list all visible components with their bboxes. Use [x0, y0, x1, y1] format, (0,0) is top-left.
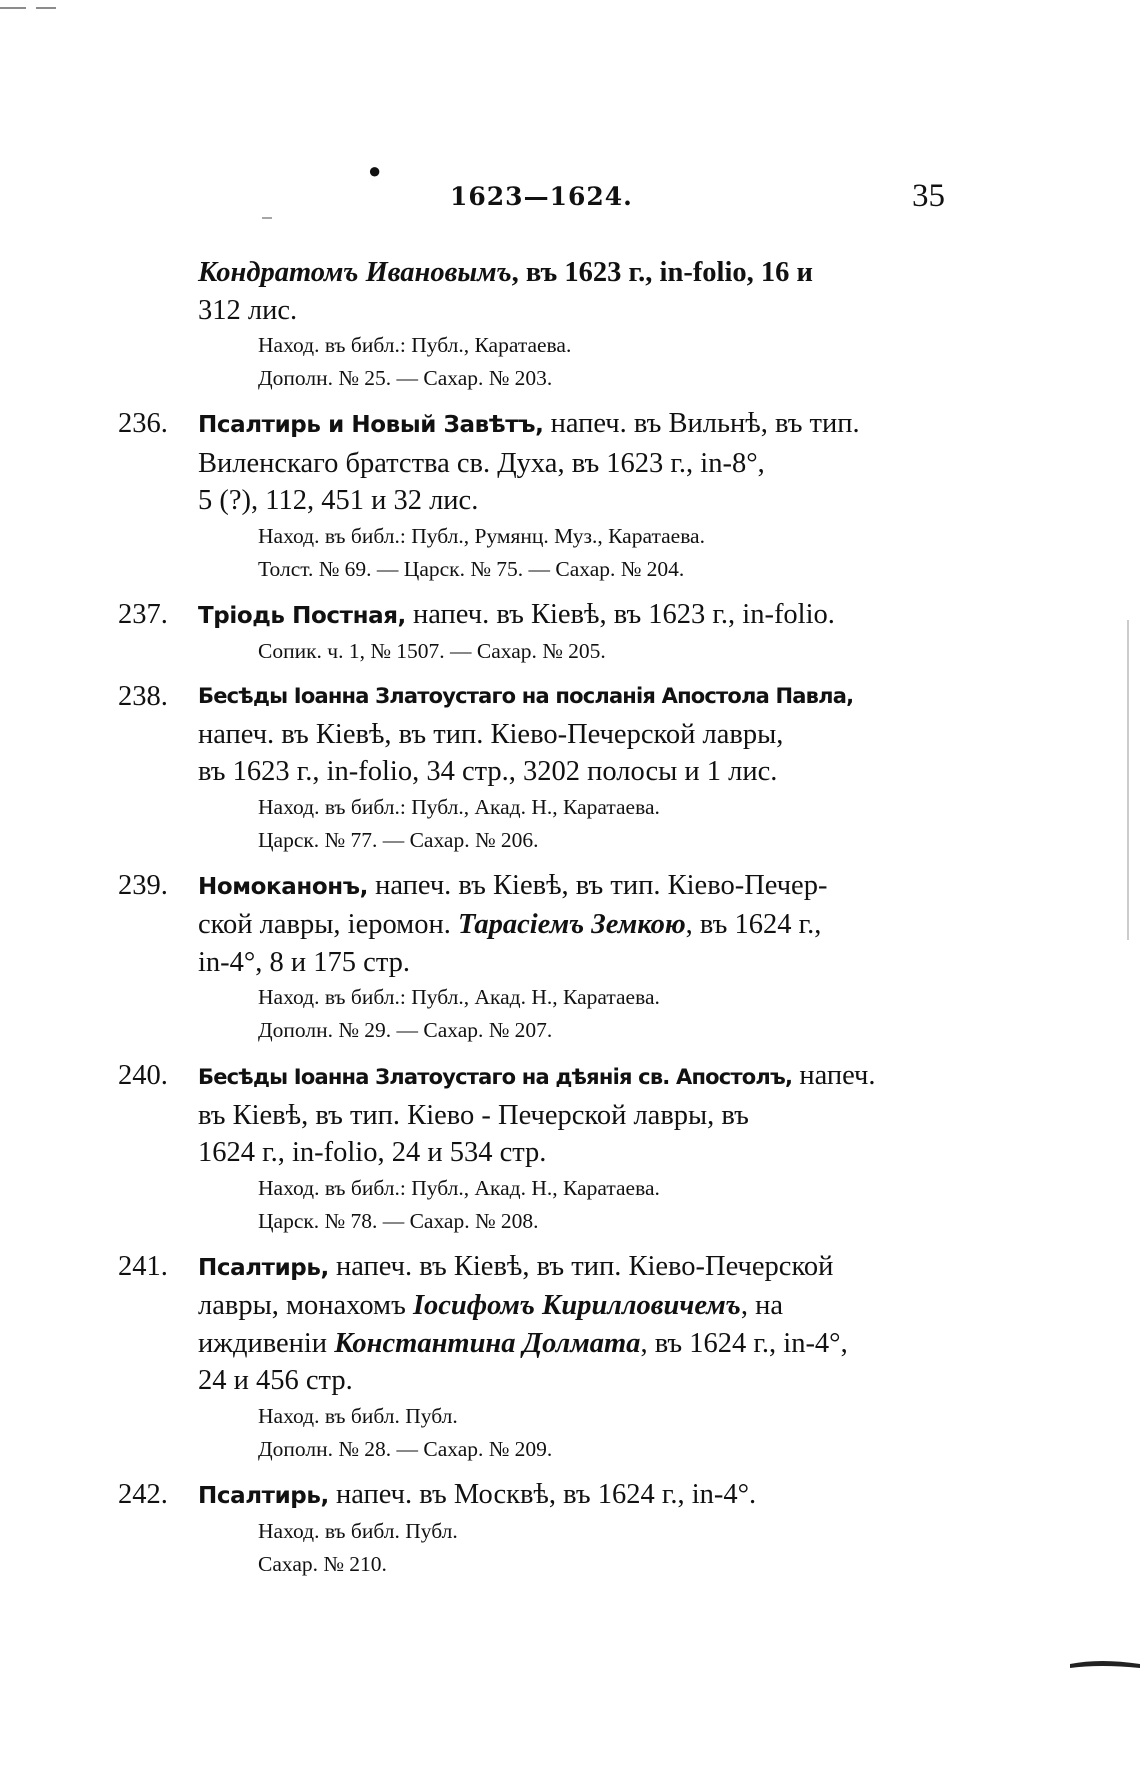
ink-dot: ● [368, 158, 382, 183]
text-line: 24 и 456 стр. [198, 1365, 353, 1396]
text-fragment: лавры, монахомъ [198, 1290, 413, 1321]
entry-number: 241. [118, 1250, 168, 1282]
entry-238 [118, 678, 958, 857]
references-note: Дополн. № 25. — Сахар. № 203. [258, 366, 553, 390]
holdings-note: Наход. въ библ.: Публ., Акад. Н., Каратаева. [258, 794, 660, 819]
text-line [118, 1325, 958, 1363]
author-name: Іосифомъ Кирилловичемъ [412, 1290, 741, 1321]
holdings-note: Наход. въ библ.: Публ., Румянц. Муз., Каратаева. [258, 523, 705, 548]
header-years: 1623—1624. [450, 182, 633, 211]
entry-237 [118, 596, 958, 669]
text-fragment: напеч. въ Кіевѣ, въ тип. Кіево-Печер- [368, 869, 828, 901]
text-line: Виленскаго братства св. Духа, въ 1623 г., in-8°, [198, 447, 765, 479]
text-fragment: , въ 1624 г., in-4°, [640, 1327, 848, 1359]
text-line [118, 1287, 958, 1325]
patron-name: Константина Долмата [334, 1327, 641, 1359]
references-note: Толст. № 69. — Царск. № 75. — Сахар. № 204. [258, 556, 685, 581]
text-fragment: напеч. въ Кіевѣ, въ 1623 г., in-folio. [405, 598, 835, 630]
entry-title: Тріодь Постная, [198, 602, 406, 629]
entry-number: 236. [118, 408, 168, 439]
text-line: въ Кіевѣ, въ тип. Кіево - Печерской лавры, въ [198, 1099, 749, 1131]
entry-first-line [118, 867, 958, 907]
text-line: напеч. въ Кіевѣ, въ тип. Кіево-Печерской лавры, [198, 718, 784, 750]
text-fragment: , въ 1624 г., [685, 909, 822, 940]
entry-241 [118, 1248, 958, 1466]
text-line: 1624 г., in-folio, 24 и 534 стр. [198, 1137, 547, 1168]
entry-number: 238. [118, 681, 168, 712]
text-fragment: , на [740, 1290, 783, 1321]
entry-number: 240. [118, 1060, 168, 1091]
entry-first-line [118, 678, 958, 716]
text-fragment: , въ 1623 г., in-folio, 16 и [511, 257, 813, 288]
author-name: Кондратомъ Ивановымъ [198, 257, 512, 288]
entry-236 [118, 405, 958, 586]
entry-continuation [118, 254, 958, 395]
entry-239 [118, 867, 958, 1048]
entry-title: Бесѣды Іоанна Златоустаго на посланія Апостола Павла, [198, 684, 854, 708]
references-note: Царск. № 78. — Сахар. № 208. [258, 1208, 539, 1233]
text-fragment: напеч. въ Вильнѣ, въ тип. [543, 408, 860, 439]
entry-title: Псалтирь, [198, 1482, 329, 1509]
entry-title: Номоканонъ, [198, 873, 368, 900]
running-header [0, 178, 1140, 222]
references-note: Дополн. № 29. — Сахар. № 207. [258, 1018, 553, 1042]
entry-title: Бесѣды Іоанна Златоустаго на дѣянія св. Апостолъ, [198, 1065, 793, 1089]
text-fragment: напеч. въ Кіевѣ, въ тип. Кіево-Печерской [328, 1250, 834, 1282]
references-note: Сопик. ч. 1, № 1507. — Сахар. № 205. [258, 639, 606, 663]
entry-240 [118, 1057, 958, 1238]
references-note: Царск. № 77. — Сахар. № 206. [258, 827, 539, 852]
holdings-note: Наход. въ библ. Публ. [258, 1403, 458, 1428]
entry-title: Псалтирь, [198, 1254, 329, 1281]
page-body [118, 254, 958, 1581]
scan-mark-bottom-right [1070, 1661, 1140, 1668]
entry-number: 239. [118, 869, 168, 901]
entry-first-line [118, 596, 958, 636]
holdings-note: Наход. въ библ.: Публ., Акад. Н., Каратаева. [258, 1175, 660, 1200]
holdings-note: Наход. въ библ. Публ. [258, 1519, 458, 1543]
holdings-note: Наход. въ библ.: Публ., Акад. Н., Каратаева. [258, 985, 660, 1009]
entry-number: 237. [118, 598, 168, 630]
entry-242 [118, 1476, 958, 1582]
text-line: in-4°, 8 и 175 стр. [198, 946, 411, 978]
text-fragment: иждивеніи [198, 1327, 335, 1359]
text-line [118, 906, 958, 944]
text-fragment: ской лавры, іеромон. [198, 909, 458, 940]
holdings-note: Наход. въ библ.: Публ., Каратаева. [258, 333, 572, 357]
entry-first-line [118, 1248, 958, 1288]
page-number: 35 [912, 178, 945, 214]
text-line: въ 1623 г., in-folio, 34 стр., 3202 полосы и 1 лис. [198, 756, 778, 787]
entry-title: Псалтирь и Новый Завѣтъ, [198, 412, 544, 438]
text-line: 5 (?), 112, 451 и 32 лис. [198, 485, 479, 516]
text-line: 312 лис. [198, 294, 298, 326]
entry-first-line [118, 405, 958, 445]
references-note: Сахар. № 210. [258, 1552, 387, 1576]
author-name: Тарасіемъ Земкою [457, 909, 686, 940]
entry-number: 242. [118, 1478, 168, 1510]
text-fragment: напеч. [792, 1060, 876, 1091]
entry-first-line [118, 1057, 958, 1097]
references-note: Дополн. № 28. — Сахар. № 209. [258, 1436, 553, 1461]
text-fragment: напеч. въ Москвѣ, въ 1624 г., in-4°. [328, 1478, 757, 1510]
entry-first-line [118, 1476, 958, 1516]
text-line [118, 254, 958, 292]
